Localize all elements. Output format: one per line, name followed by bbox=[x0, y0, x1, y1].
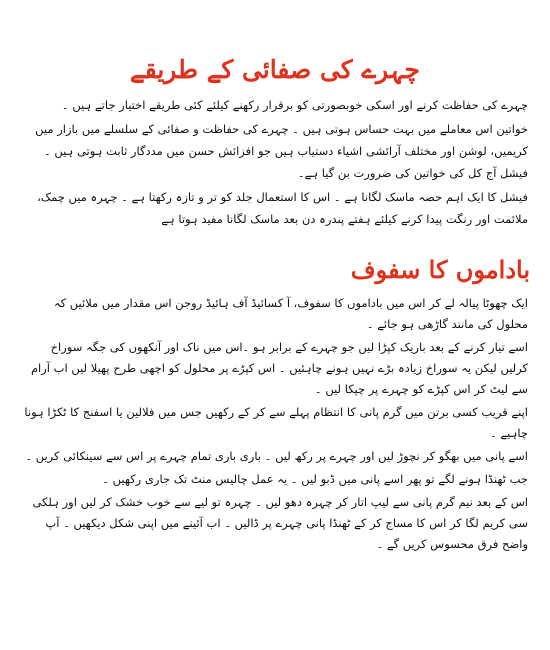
intro-paragraph: خواتین اس معاملے میں بہت حساس ہوتی ہیں ۔ چہرے کی حفاظت و صفائی کے سلسلے میں بازار میں کریمیں، لوشن اور مختلف آرائشی اشیاء دستیاب ہیں جو افزائش حسن میں مددگار ثابت ہوتی ہیں ۔فیشل آج کل کی خواتین کی ضرورت بن گیا ہے۔ bbox=[35, 122, 528, 180]
section-paragraph: اس کے بعد نیم گرم پانی سے لیپ اتار کر چہرہ دھو لیں ۔ چہرہ تو لیے سے خوب خشک کر لیں اور ہلکی سی کریم لگا کر اس کا مساج کر کے ٹھنڈا پانی چہرے پر ڈالیں ۔ اب آئینے میں اپنی شکل دیکھیں ۔ آپ واضح فرق محسوس کریں گے ۔ bbox=[32, 495, 528, 551]
intro-paragraph: فیشل کا ایک اہم حصہ ماسک لگانا ہے ۔ اس کا استعمال جلد کو تر و تازہ رکھتا ہے ۔ چہرہ میں چمک، ملائمت اور رنگت پیدا کرنے کیلئے ہفتے پندرہ دن بعد ماسک لگانا مفید ہوتا ہے bbox=[37, 190, 528, 226]
section-paragraph: ایک چھوٹا پیالہ لے کر اس میں باداموں کا سفوف، آ کسائیڈ آف ہائیڈ روجن اس مقدار میں ملائیں کہ محلول کی مانند گاڑھی ہو جائے ۔ bbox=[53, 296, 528, 331]
section-body bbox=[22, 293, 528, 557]
article-title: چہرے کی صفائی کے طریقے bbox=[130, 55, 420, 84]
section-paragraph: اسے پانی میں بھگو کر نچوڑ لیں اور چہرے پر رکھ لیں ۔ باری باری تمام چہرے پر اس سے سینکائی کریں ۔ bbox=[25, 449, 528, 463]
section-paragraph: اسے تیار کرنے کے بعد باریک کپڑا لیں جو چہرے کے برابر ہو ۔اس میں ناک اور آنکھوں کی جگہ سوراخ کرلیں لیکن یہ سوراخ زیادہ بڑے نہیں ہونے چاہئیں ۔ اس کپڑے پر محلول کو اچھی طرح پھیلا لیں اب آرام سے لیٹ کر اس کپڑے کو چہرے پر چپکا لیں ۔ bbox=[30, 340, 528, 396]
section-title: باداموں کا سفوف bbox=[350, 255, 530, 284]
section-paragraph: جب ٹھنڈا ہونے لگے تو پھر اسے پانی میں ڈبو لیں ۔ یہ عمل چالیس منٹ تک جاری رکھیں ۔ bbox=[102, 472, 528, 486]
section-paragraph: اپنے قریب کسی برتن میں گرم پانی کا انتظام پہلے سے کر کے رکھیں جس میں فلالین یا اسفنج کا ٹکڑا ہونا چاہیے ۔ bbox=[24, 405, 528, 440]
intro-paragraph: چہرے کی حفاظت کرنے اور اسکی خوبصورتی کو برقرار رکھنے کیلئے کئی طریقے اختیار جاتے ہیں ۔ bbox=[61, 98, 528, 112]
intro-section bbox=[22, 94, 528, 232]
